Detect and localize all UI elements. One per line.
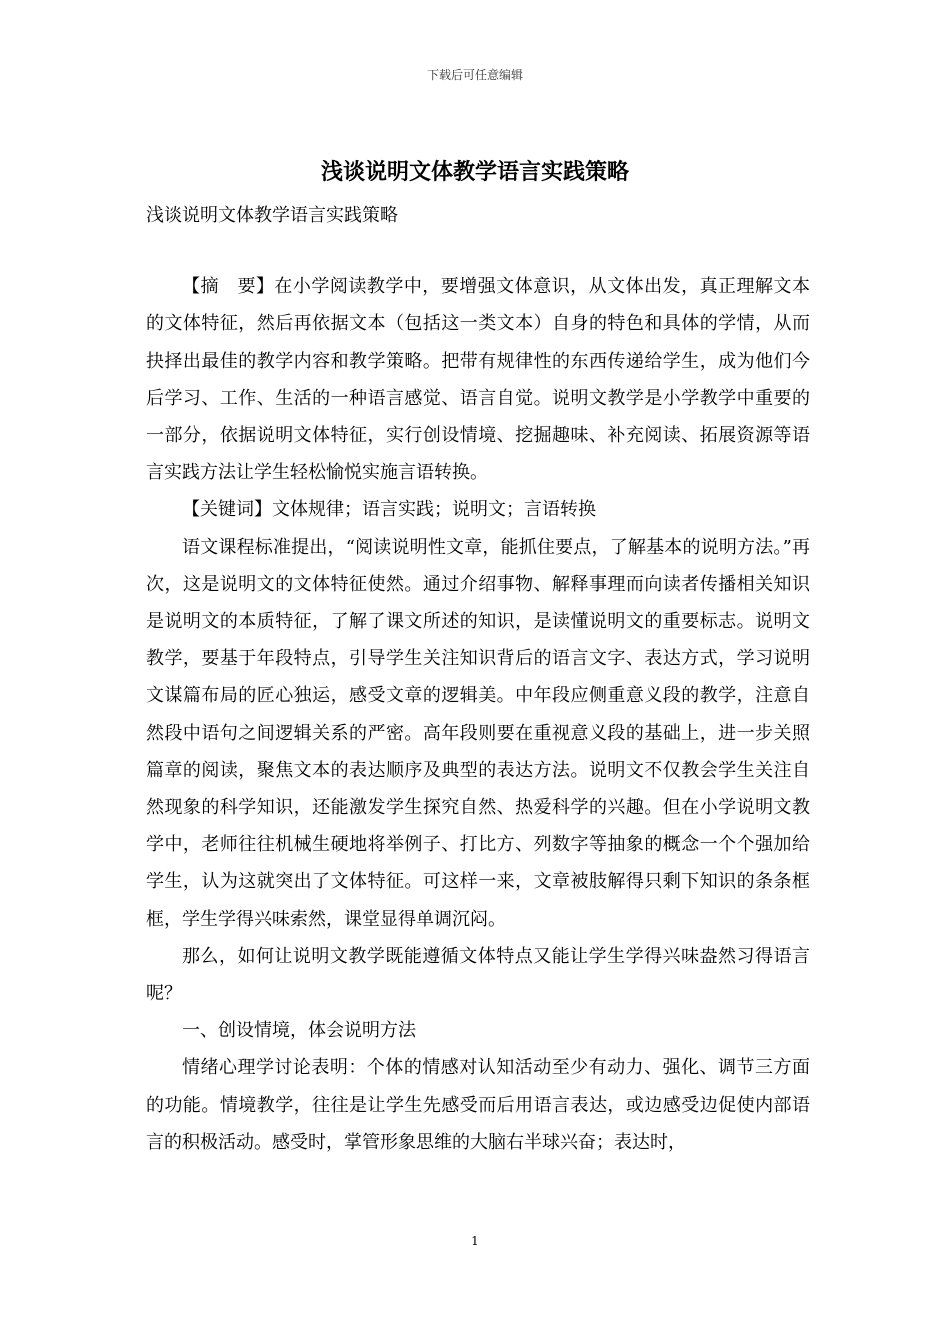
section-heading: 一、创设情境，体会说明方法 bbox=[182, 1020, 416, 1042]
body-paragraph: 语文课程标准提出，“阅读说明性文章，能抓住要点，了解基本的说明方法。”再次，这是说明文的文体特征使然。通过介绍事物、解释事理而向读者传播相关知识是说明文的本质特征，了解了课文所述的知识，是读懂说明文的重要标志。说明文教学，要基于年段特点，引导学生关注知识背后的语言文字、表达方式，学习说明文谋篇布局的匠心独运，感受文章的逻辑美。中年段应侧重意义段的教学，注意自然段中语句之间逻辑关系的严密。高年段则要在重视意义段的基础上，进一步关照篇章的阅读，聚焦文本的表达顺序及典型的表达方法。说明文不仅教会学生关注自然现象的科学知识，还能激发学生探究自然、热爱科学的兴趣。但在小学说明文教学中，老师往往机械生硬地将举例子、打比方、列数字等抽象的概念一个个强加给学生，认为这就突出了文体特征。可这样一来，文章被肢解得只剩下知识的条条框框，学生学得兴味索然，课堂显得单调沉闷。 bbox=[146, 536, 810, 930]
spacer bbox=[146, 234, 810, 268]
page-header-note: 下载后可任意编辑 bbox=[426, 68, 523, 82]
keywords-paragraph: 【关键词】文体规律；语言实践；说明文；言语转换 bbox=[182, 499, 596, 521]
document-subtitle: 浅谈说明文体教学语言实践策略 bbox=[146, 205, 398, 226]
page-number: 1 bbox=[471, 1234, 479, 1248]
abstract-paragraph: 【摘 要】在小学阅读教学中，要增强文体意识，从文体出发，真正理解文本的文体特征，然后再依据文本（包括这一类文本）自身的特色和具体的学情，从而抉择出最佳的教学内容和教学策略。把带有规律性的东西传递给学生，成为他们今后学习、工作、生活的一种语言感觉、语言自觉。说明文教学是小学教学中重要的一部分，依据说明文体特征，实行创设情境、挖掘趣味、补充阅读、拓展资源等语言实践方法让学生轻松愉悦实施言语转换。 bbox=[146, 276, 810, 484]
body-paragraph: 那么，如何让说明文教学既能遵循文体特点又能让学生学得兴味盎然习得语言呢？ bbox=[146, 945, 810, 1005]
document-body bbox=[146, 197, 810, 1161]
body-paragraph: 情绪心理学讨论表明：个体的情感对认知活动至少有动力、强化、调节三方面的功能。情境教学，往往是让学生先感受而后用语言表达，或边感受边促使内部语言的积极活动。感受时，掌管形象思维的大脑右半球兴奋；表达时， bbox=[146, 1057, 810, 1153]
document-title: 浅谈说明文体教学语言实践策略 bbox=[320, 159, 629, 185]
